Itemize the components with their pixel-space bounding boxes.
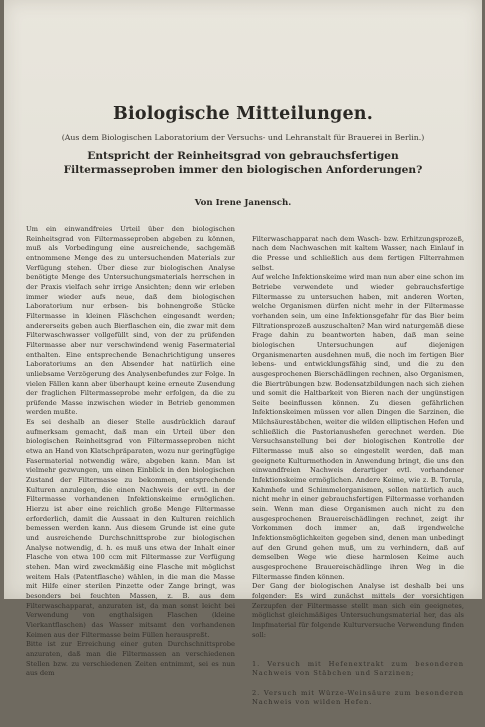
left-column-text: Um ein einwandfreies Urteil über den biologischen Reinheitsgrad von Filtermasseproben abgeben zu können, muß als Vorbedingung eine ausreichende, sachgemäß entnommene Menge des zu untersuchenden Materials zur Verfügung stehen. Über diese zur biologischen Analyse benötigte Menge des Untersuchungsmaterials herrschen in der Praxis vielfach sehr irrige Ansichten; denn wir erleben immer wieder aufs neue, daß dem biologischen Laboratorium nur erbsen- bis bohnengroße Stücke Filtermasse in kleinen Fläschchen eingesandt werden; andererseits geben auch Bierflaschen ein, die zwar mit dem Filterwaschwasser vollgefüllt sind, von der zu prüfenden Filtermasse aber nur verschwindend wenig Fasermaterial enthalten. Eine entsprechende Benachrichtigung unseres Laboratoriums an den Absender hat natürlich eine unliebsame Verzögerung des Analysenbefundes zur Folge. In vielen Fällen kann aber überhaupt keine erneute Zusendung der fraglichen Filtermasseprobe mehr erfolgen, da die zu prüfende Masse inzwischen wieder in Betrieb genommen werden mußte. Es sei deshalb an dieser Stelle ausdrücklich darauf aufmerksam gemacht, daß man ein Urteil über den biologischen Reinheitsgrad von Filtermasseproben nicht etwa an Hand von Klatschpräparaten, wozu nur geringfügige Fasermaterial notwendig wäre, abgeben kann. Man ist vielmehr gezwungen, um einen Einblick in den biologischen Zustand der Filtermasse zu bekommen, entsprechende Kulturen anzulegen, die einen Nachweis der evtl. in der Filtermasse vorhandenen Infektionskeime ermöglichen. Hierzu ist aber eine reichlich große Menge Filtermasse erforderlich, damit die Aussaat in den Kulturen reichlich bemessen werden kann. Aus diesem Grunde ist eine gute und ausreichende Durchschnittsprobe zur biologischen Analyse notwendig, d. h. es muß uns etwa der Inhalt einer Flasche von etwa 100 ccm mit Filtermasse zur Verfügung stehen. Man wird zweckmäßig eine Flasche mit möglichst weitem Hals (Patentflasche) wählen, in die man die Masse mit Hilfe einer sterilen Pinzette oder Zange bringt, was besonders bei feuchten Massen, z. B. aus dem Filterwaschapparat, anzuraten ist, da man sonst leicht bei Verwendung von engthalsigen Flaschen (kleine Vierkantflaschen) das Wasser mitsamt den vorhandenen Keimen aus der Filtermasse beim Füllen herauspreßt. Bitte ist zur Erreichung einer guten Durchschnittsprobe anzuraten, daß man die Filtermassen an verschiedenen Stellen bzw. zu verschiedenen Zeiten entnimmt, sei es nun aus dem (26, 225, 235, 678)
right-column (252, 225, 464, 727)
article-author: Von Irene Janensch. (194, 198, 292, 208)
list-item: 1. Versuch mit Hefenextrakt zum besonderen Nachweis von Stäbchen und Sarzinen; (252, 659, 464, 678)
article-headline: Entspricht der Reinheitsgrad von gebrauchsfertigen Filtermasseproben immer den biologischen Anforderungen? (63, 150, 423, 176)
article-subtitle: (Aus dem Biologischen Laboratorium der Versuchs- und Lehranstalt für Brauerei in Berlin.) (61, 133, 425, 142)
list-item: 2. Versuch mit Würze-Weinsäure zum besonderen Nachweis von wilden Hefen. (252, 688, 464, 707)
analysis-list (252, 650, 464, 718)
right-column-text: Filterwaschapparat nach dem Wasch- bzw. Erhitzungsprozeß, nach dem Nachwaschen mit kaltem Wasser, nach Einlauf in die Presse und schließlich aus dem fertigen Filterrahmen selbst. Auf welche Infektionskeime wird man nun aber eine schon im Betriebe verwendete und wieder gebrauchsfertige Filtermasse zu untersuchen haben, mit anderen Worten, welche Organismen dürfen nicht mehr in der Filtermasse vorhanden sein, um eine Infektionsgefahr für das Bier beim Filtrationsprozeß auszuschalten? Man wird naturgemäß diese Frage dahin zu beantworten haben, daß man seine biologischen Untersuchungen auf diejenigen Organismenarten ausdehnen muß, die noch im fertigen Bier lebens- und entwicklungsfähig sind, und die zu den ausgesprochenen Bierschädlingen rechnen, also Organismen, die Biertrübungen bzw. Bodensatzbildungen nach sich ziehen und somit die Haltbarkeit von Bieren nach der ungünstigen Seite beeinflussen können. Zu diesen gefährlichen Infektionskeimen müssen vor allen Dingen die Sarzinen, die Milchsäurestäbchen, weiter die wilden elliptischen Hefen und schließlich die Pastorianushefen gerechnet werden. Die Versuchsanstellung bei der biologischen Kontrolle der Filtermasse muß also so eingestellt werden, daß man geeignete Kulturmethoden in Anwendung bringt, die uns den einwandfreien Nachweis derartiger evtl. vorhandener Infektionskeime ermöglichen. Andere Keime, wie z. B. Torula, Kahmhefe und Schimmelorganismen, sollen natürlich auch nicht mehr in einer gebrauchsfertigen Filtermasse vorhanden sein. Wenn man diese Organismen auch nicht zu den ausgesprochenen Brauereischädlingen rechnet, zeigt ihr Vorkommen doch immer an, daß irgendwelche Infektionsmöglichkeiten gegeben sind, denen man unbedingt auf den Grund gehen muß, um zu verhindern, daß auf demselben Wege wie diese harmlosen Keime auch ausgesprochene Brauereischädlinge ihren Weg in die Filtermasse finden können. Der Gang der biologischen Analyse ist deshalb bei uns folgender: Es wird zunächst mittels der vorsichtigen Zerzupfen der Filtermasse stellt man sich ein geeignetes, möglichst gleichmäßiges Untersuchungsmaterial her, das als Impfmaterial für folgende Kulturversuche Verwendung finden soll: (252, 234, 464, 639)
article-title: Biologische Mitteilungen. (112, 104, 374, 124)
document-page (4, 0, 482, 707)
